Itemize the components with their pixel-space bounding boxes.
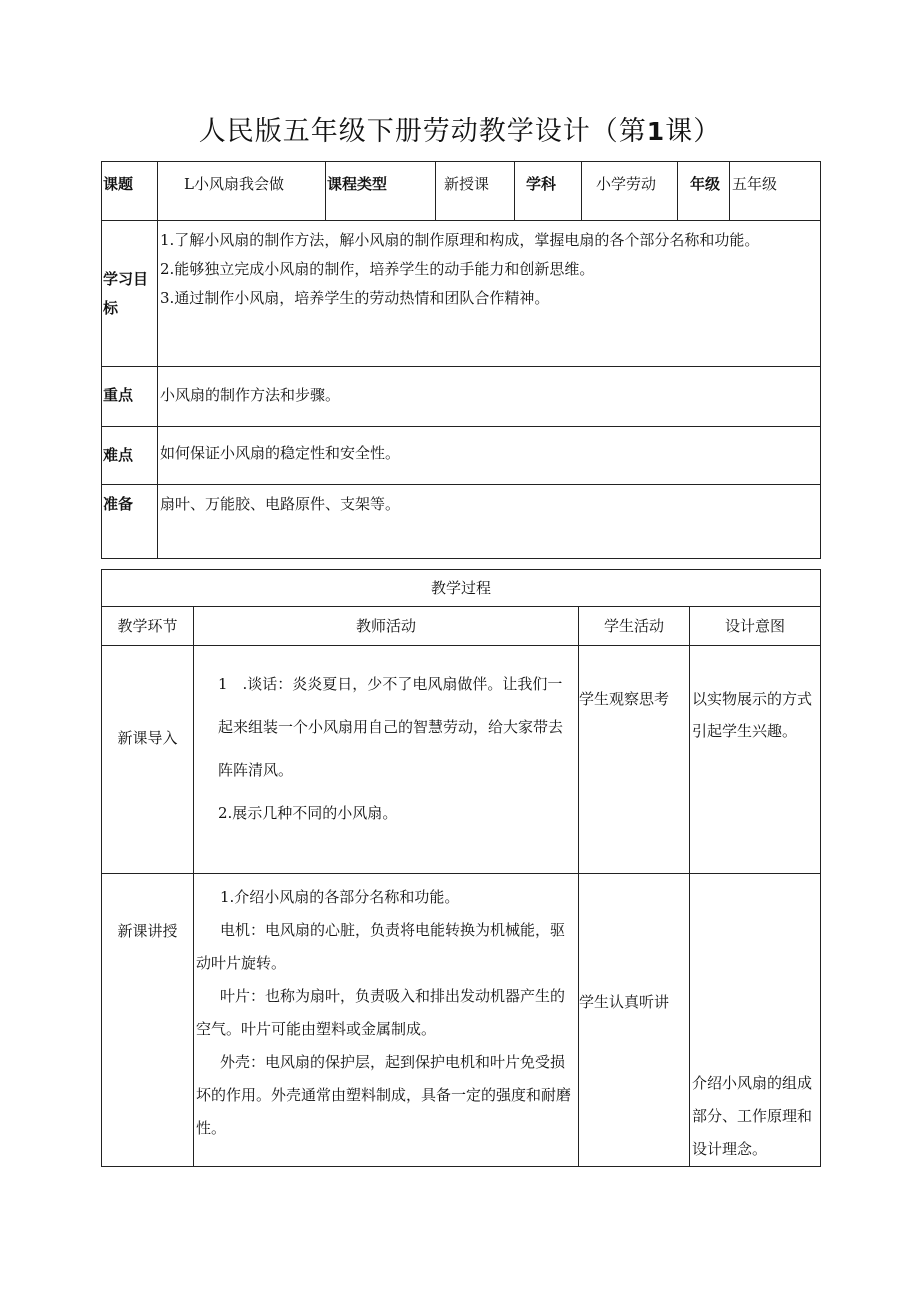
goals-list (158, 221, 821, 367)
stage-cell: 新课导入 (102, 646, 194, 874)
header-intent: 设计意图 (690, 607, 821, 646)
design-intent-cell: 介绍小风扇的组成部分、工作原理和设计理念。 (690, 874, 821, 1167)
prep-text: 扇叶、万能胶、电路原件、支架等。 (158, 485, 821, 559)
teacher-activity-cell (194, 874, 579, 1167)
table-row (102, 874, 821, 1167)
student-activity-cell: 学生认真听讲 (579, 874, 690, 1167)
subject-label: 学科 (515, 162, 582, 221)
teacher-activity-paragraph: 叶片：也称为扇叶，负责吸入和排出发动机器产生的空气。叶片可能由塑料或金属制成。 (196, 987, 566, 1038)
goal-item: 3.通过制作小风扇，培养学生的劳动热情和团队合作精神。 (160, 289, 550, 307)
grade-label: 年级 (678, 162, 730, 221)
prep-label: 准备 (102, 485, 158, 559)
topic-label: 课题 (102, 162, 158, 221)
teacher-activity-cell (194, 646, 579, 874)
topic-value: L小风扇我会做 (158, 162, 326, 221)
key-label: 重点 (102, 367, 158, 427)
header-student: 学生活动 (579, 607, 690, 646)
table-row (102, 646, 821, 874)
student-activity-cell: 学生观察思考 (579, 646, 690, 874)
design-intent-cell: 以实物展示的方式引起学生兴趣。 (690, 646, 821, 874)
type-value: 新授课 (436, 162, 515, 221)
teacher-activity-paragraph: 电机：电风扇的心脏，负责将电能转换为机械能，驱动叶片旋转。 (196, 921, 566, 972)
grade-value: 五年级 (730, 162, 821, 221)
teacher-activity-paragraph: 1 .谈话：炎炎夏日，少不了电风扇做伴。让我们一起来组装一个小风扇用自己的智慧劳动，给大家带去阵阵清风。 (218, 675, 564, 779)
teaching-process-table (101, 569, 821, 1167)
goals-label: 学习目标 (102, 221, 158, 367)
difficulty-text: 如何保证小风扇的稳定性和安全性。 (158, 427, 821, 485)
goal-item: 2.能够独立完成小风扇的制作，培养学生的动手能力和创新思维。 (160, 260, 595, 278)
teacher-activity-paragraph: 2.展示几种不同的小风扇。 (218, 804, 398, 822)
process-title: 教学过程 (102, 570, 821, 607)
lesson-info-table (101, 161, 821, 559)
subject-value: 小学劳动 (582, 162, 678, 221)
teacher-activity-paragraph: 外壳：电风扇的保护层，起到保护电机和叶片免受损坏的作用。外壳通常由塑料制成，具备一定的强度和耐磨性。 (196, 1053, 572, 1137)
goal-item: 1.了解小风扇的制作方法，解小风扇的制作原理和构成，掌握电扇的各个部分名称和功能。 (160, 231, 760, 249)
difficulty-label: 难点 (102, 427, 158, 485)
page-title: 人民版五年级下册劳动教学设计（第1课） (198, 116, 722, 147)
stage-cell: 新课讲授 (102, 874, 194, 1167)
type-label: 课程类型 (326, 162, 436, 221)
key-text: 小风扇的制作方法和步骤。 (158, 367, 821, 427)
header-stage: 教学环节 (102, 607, 194, 646)
header-teacher: 教师活动 (194, 607, 579, 646)
teacher-activity-paragraph: 1.介绍小风扇的各部分名称和功能。 (220, 888, 460, 906)
